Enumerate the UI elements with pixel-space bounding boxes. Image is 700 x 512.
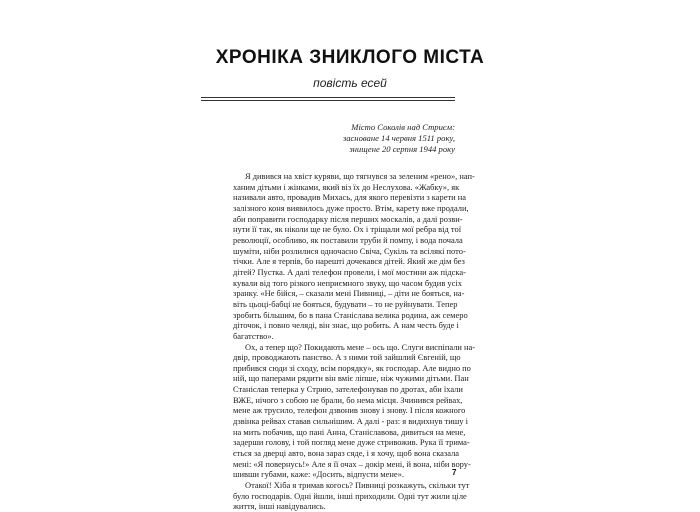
text-line: мені: «Я повернусь!» Але я її очах – докір мені, й вона, ніби вору- — [233, 458, 471, 469]
text-line: Отакої! Хіба я тримав когось? Пивниці розкажуть, скільки тут — [245, 480, 470, 491]
text-line: Ох, а тепер що? Покидають мене – ось що. Слуги виспіпали на- — [245, 341, 476, 352]
text-line: ється за дверці авто, вона зараз сяде, і я хочу, щоб вона сказала — [233, 448, 460, 459]
text-line: віть цьоці-бабці не бояться, будувати – то не руйнувати. Тепер — [233, 298, 458, 309]
text-line: двір, проводжають панство. А з ними той зайшлий Євгеній, що — [233, 352, 461, 363]
body-paragraph — [233, 480, 470, 512]
text-line: шуміти, ніби розлилися одночасно Свіча, Сукіль та всілякі пото- — [233, 245, 466, 256]
text-line: революції, особливо, як поставили труби й помпу, і вода почала — [233, 234, 463, 245]
page-number: 7 — [452, 468, 457, 477]
text-line: кували від того різкого неприємного звуку, що часом будив усіх — [233, 277, 462, 288]
title-rule-upper — [201, 97, 455, 98]
text-line: зранку. «Не бійся, – сказали мені Пивниці, – діти не бояться, на- — [233, 288, 465, 299]
text-line: шивши губами, каже: «Досить, відпусти мене». — [233, 469, 404, 480]
text-line: було господарів. Одні йшли, інші приходили. Одні тут жили ціле — [233, 490, 467, 501]
text-line: ханим дітьми і жінками, який віз їх до Неслухова. «Жабку», як — [233, 181, 460, 192]
chapter-subtitle: повість есей — [313, 76, 387, 90]
text-line: задерши голову, і той погляд мене дуже стривожив. Рука її трима- — [233, 437, 470, 448]
text-line: зробить більшим, бо в пана Станіслава велика родина, аж семеро — [233, 309, 468, 320]
text-line: нути її так, як ніколи ще не було. Ох і тріщали мої ребра від тої — [233, 224, 462, 235]
text-line: ВЖЕ, нічого з собою не брали, бо нема місця. Зчинився рейвах, — [233, 394, 463, 405]
text-line: Станіслав теперка у Стрию, зателефонував по дротах, аби їхали — [233, 384, 463, 395]
title-rule-lower — [201, 100, 455, 101]
epigraph-line: знищене 20 серпня 1944 року — [349, 144, 455, 155]
epigraph — [235, 122, 455, 156]
text-line: мене аж трусило, телефон дзвонив знову і знову. І після кожного — [233, 405, 466, 416]
text-line: на мить побачив, що пані Анна, Станіславова, дивиться на мене, — [233, 426, 466, 437]
text-line: аби поправити господарку після перших москалів, а далі розви- — [233, 213, 463, 224]
body-paragraph — [233, 341, 476, 481]
body-text — [233, 171, 476, 512]
text-line: багатство». — [233, 330, 274, 341]
text-line: Я дивився на хвіст куряви, що тягнувся за зеленим «рено», нап- — [245, 171, 475, 181]
text-line: прибився сюди зі сходу, всім порядку», як господар. Але видно по — [233, 362, 471, 373]
epigraph-line: Місто Соколів над Стриєм: — [351, 122, 455, 132]
text-line: тічки. Але я терпів, бо нарешті дочекався дітей. Який же дім без — [233, 256, 465, 267]
chapter-title: ХРОНІКА ЗНИКЛОГО МІСТА — [215, 47, 485, 68]
body-paragraph — [233, 171, 475, 342]
text-line: життя, інші навідувались. — [233, 501, 326, 512]
text-line: залізного коня виявилось дуже просто. Втім, карету вже продали, — [233, 202, 469, 213]
epigraph-line: засноване 14 червня 1511 року, — [342, 133, 455, 144]
text-line: називали авто, провадив Михась, для якого перевізти з карети на — [233, 192, 467, 203]
text-line: дзвінка рейвах ставав сильнішим. А далі - раз: я видихнув тишу і — [233, 416, 468, 427]
text-line: дітей? Пустка. А далі телефон провели, і мої мостини аж підска- — [233, 266, 466, 277]
text-line: діточок, і повно челяді, він знає, що робить. А нам честь буде і — [233, 320, 459, 331]
text-line: ній, що паперами рядити він вміє ліпше, ніж чужими дітьми. Пан — [233, 373, 469, 384]
